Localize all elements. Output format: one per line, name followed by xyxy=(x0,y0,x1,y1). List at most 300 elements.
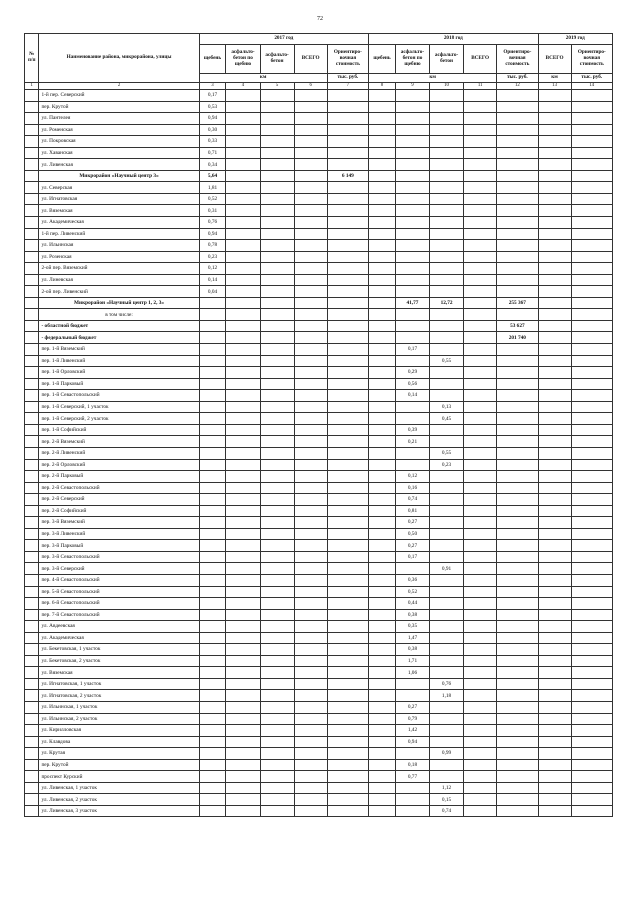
value-cell xyxy=(571,701,612,713)
value-cell xyxy=(226,90,260,102)
street-name-cell: пер. 3-й Северский xyxy=(39,563,199,575)
table-row xyxy=(25,332,613,344)
value-cell xyxy=(571,263,612,275)
value-cell xyxy=(571,344,612,356)
value-cell xyxy=(294,447,327,459)
value-cell xyxy=(25,217,39,229)
value-cell xyxy=(571,482,612,494)
value-cell xyxy=(260,621,294,633)
value-cell xyxy=(25,574,39,586)
value-cell xyxy=(327,517,368,529)
value-cell xyxy=(199,505,226,517)
value-cell xyxy=(260,309,294,321)
value-cell xyxy=(199,309,226,321)
value-cell xyxy=(369,124,396,136)
street-name-cell: ул. Розенская xyxy=(39,251,199,263)
value-cell xyxy=(327,678,368,690)
table-row xyxy=(25,355,613,367)
value-cell xyxy=(571,782,612,794)
value-cell xyxy=(497,690,538,702)
value-cell xyxy=(464,771,497,783)
value-cell xyxy=(25,771,39,783)
value-cell xyxy=(199,748,226,760)
value-cell: 53 627 xyxy=(497,320,538,332)
value-cell xyxy=(25,101,39,113)
value-cell xyxy=(497,159,538,171)
value-cell xyxy=(395,136,429,148)
table-row xyxy=(25,713,613,725)
value-cell xyxy=(571,748,612,760)
value-cell xyxy=(226,147,260,159)
value-cell xyxy=(497,598,538,610)
value-cell xyxy=(369,286,396,298)
value-cell xyxy=(464,563,497,575)
value-cell xyxy=(199,482,226,494)
value-cell xyxy=(226,228,260,240)
value-cell xyxy=(430,494,464,506)
value-cell: 0,74 xyxy=(430,805,464,817)
value-cell xyxy=(260,494,294,506)
value-cell xyxy=(430,170,464,182)
value-cell xyxy=(369,309,396,321)
value-cell xyxy=(538,759,571,771)
value-cell xyxy=(226,644,260,656)
table-row xyxy=(25,574,613,586)
value-cell xyxy=(395,782,429,794)
value-cell xyxy=(369,517,396,529)
value-cell xyxy=(464,586,497,598)
value-cell xyxy=(430,193,464,205)
value-cell xyxy=(327,690,368,702)
value-cell xyxy=(571,609,612,621)
col-header: щебень xyxy=(199,45,226,74)
value-cell xyxy=(226,782,260,794)
value-cell xyxy=(430,436,464,448)
value-cell xyxy=(327,644,368,656)
value-cell xyxy=(571,320,612,332)
value-cell xyxy=(369,574,396,586)
value-cell xyxy=(226,424,260,436)
value-cell xyxy=(571,274,612,286)
value-cell xyxy=(226,748,260,760)
value-cell xyxy=(226,170,260,182)
value-cell xyxy=(497,286,538,298)
value-cell xyxy=(260,782,294,794)
value-cell xyxy=(369,205,396,217)
value-cell xyxy=(226,690,260,702)
value-cell xyxy=(395,205,429,217)
column-number: 3 xyxy=(199,83,226,90)
value-cell xyxy=(369,251,396,263)
value-cell xyxy=(25,494,39,506)
value-cell xyxy=(369,170,396,182)
value-cell xyxy=(25,748,39,760)
value-cell xyxy=(327,182,368,194)
value-cell xyxy=(294,240,327,252)
value-cell xyxy=(464,494,497,506)
value-cell xyxy=(199,794,226,806)
value-cell xyxy=(294,309,327,321)
value-cell xyxy=(25,147,39,159)
value-cell xyxy=(497,782,538,794)
value-cell xyxy=(226,528,260,540)
value-cell xyxy=(430,725,464,737)
value-cell: 0,31 xyxy=(199,205,226,217)
street-name-cell: пер. 1-й Северский, 1 участок xyxy=(39,401,199,413)
value-cell xyxy=(395,805,429,817)
value-cell xyxy=(294,147,327,159)
value-cell xyxy=(497,517,538,529)
value-cell xyxy=(199,367,226,379)
value-cell xyxy=(226,598,260,610)
value-cell xyxy=(497,678,538,690)
col-header: Ориентиро-вочная стоимость xyxy=(571,45,612,74)
table-row xyxy=(25,424,613,436)
value-cell xyxy=(369,274,396,286)
value-cell: 1,71 xyxy=(395,655,429,667)
value-cell: 6 149 xyxy=(327,170,368,182)
value-cell xyxy=(497,228,538,240)
table-row xyxy=(25,471,613,483)
value-cell xyxy=(327,436,368,448)
value-cell xyxy=(25,424,39,436)
value-cell xyxy=(430,655,464,667)
value-cell xyxy=(226,251,260,263)
value-cell xyxy=(571,193,612,205)
value-cell xyxy=(430,632,464,644)
value-cell xyxy=(430,90,464,102)
value-cell xyxy=(497,701,538,713)
value-cell xyxy=(464,528,497,540)
value-cell xyxy=(294,655,327,667)
value-cell xyxy=(199,621,226,633)
value-cell: 0,71 xyxy=(199,147,226,159)
year-2018-header: 2018 год xyxy=(369,34,538,45)
value-cell xyxy=(571,759,612,771)
value-cell: 0,55 xyxy=(430,447,464,459)
value-cell xyxy=(464,228,497,240)
value-cell xyxy=(327,320,368,332)
value-cell xyxy=(464,632,497,644)
street-name-cell: ул. Северская xyxy=(39,182,199,194)
value-cell xyxy=(25,563,39,575)
value-cell xyxy=(327,297,368,309)
value-cell xyxy=(497,217,538,229)
value-cell xyxy=(327,482,368,494)
value-cell xyxy=(538,563,571,575)
value-cell: 0,52 xyxy=(395,586,429,598)
value-cell xyxy=(25,378,39,390)
value-cell: 0,23 xyxy=(199,251,226,263)
value-cell xyxy=(25,182,39,194)
value-cell xyxy=(571,644,612,656)
value-cell xyxy=(571,655,612,667)
value-cell xyxy=(25,401,39,413)
value-cell xyxy=(464,90,497,102)
value-cell xyxy=(464,309,497,321)
value-cell xyxy=(327,263,368,275)
value-cell xyxy=(369,136,396,148)
value-cell xyxy=(199,609,226,621)
value-cell xyxy=(497,586,538,598)
value-cell xyxy=(294,725,327,737)
value-cell xyxy=(226,193,260,205)
value-cell xyxy=(395,193,429,205)
value-cell xyxy=(226,771,260,783)
value-cell xyxy=(294,367,327,379)
column-number: 4 xyxy=(226,83,260,90)
value-cell: 0,39 xyxy=(395,424,429,436)
table-row xyxy=(25,482,613,494)
value-cell xyxy=(327,471,368,483)
value-cell xyxy=(497,794,538,806)
col-header: ВСЕГО xyxy=(538,45,571,74)
value-cell xyxy=(199,782,226,794)
value-cell xyxy=(226,505,260,517)
value-cell xyxy=(260,517,294,529)
table-row xyxy=(25,170,613,182)
value-cell xyxy=(538,436,571,448)
value-cell xyxy=(430,551,464,563)
value-cell xyxy=(226,517,260,529)
value-cell xyxy=(327,378,368,390)
value-cell xyxy=(327,598,368,610)
value-cell xyxy=(226,540,260,552)
value-cell xyxy=(464,621,497,633)
value-cell xyxy=(25,517,39,529)
value-cell xyxy=(464,240,497,252)
value-cell xyxy=(464,205,497,217)
table-row xyxy=(25,632,613,644)
value-cell xyxy=(260,748,294,760)
value-cell xyxy=(538,159,571,171)
value-cell xyxy=(327,528,368,540)
value-cell xyxy=(369,736,396,748)
value-cell xyxy=(369,228,396,240)
value-cell xyxy=(430,471,464,483)
value-cell xyxy=(294,551,327,563)
street-name-cell: пер. 4-й Севастопольский xyxy=(39,574,199,586)
value-cell xyxy=(571,447,612,459)
value-cell xyxy=(464,471,497,483)
value-cell xyxy=(464,101,497,113)
value-cell xyxy=(25,655,39,667)
street-name-cell: - областной бюджет xyxy=(39,320,199,332)
value-cell xyxy=(199,320,226,332)
value-cell xyxy=(25,551,39,563)
value-cell xyxy=(260,678,294,690)
value-cell xyxy=(199,771,226,783)
table-row xyxy=(25,113,613,125)
value-cell xyxy=(369,505,396,517)
value-cell xyxy=(226,286,260,298)
value-cell xyxy=(464,748,497,760)
value-cell xyxy=(294,609,327,621)
value-cell xyxy=(497,563,538,575)
street-name-cell: - федеральный бюджет xyxy=(39,332,199,344)
value-cell xyxy=(430,771,464,783)
value-cell xyxy=(369,344,396,356)
value-cell xyxy=(25,713,39,725)
value-cell: 0,91 xyxy=(430,563,464,575)
table-row xyxy=(25,690,613,702)
unit-rub: тыс. руб. xyxy=(327,74,368,83)
value-cell xyxy=(430,574,464,586)
value-cell xyxy=(199,644,226,656)
value-cell xyxy=(369,782,396,794)
street-name-cell: пер. 2-й Севастопольский xyxy=(39,482,199,494)
value-cell xyxy=(464,436,497,448)
value-cell xyxy=(260,667,294,679)
value-cell xyxy=(25,586,39,598)
value-cell xyxy=(395,286,429,298)
value-cell xyxy=(327,401,368,413)
value-cell xyxy=(369,447,396,459)
table-row xyxy=(25,517,613,529)
value-cell xyxy=(327,251,368,263)
value-cell xyxy=(260,101,294,113)
value-cell: 0,17 xyxy=(395,551,429,563)
value-cell xyxy=(25,90,39,102)
value-cell xyxy=(369,805,396,817)
value-cell: 0,76 xyxy=(430,678,464,690)
value-cell xyxy=(497,632,538,644)
value-cell xyxy=(571,355,612,367)
value-cell xyxy=(538,367,571,379)
value-cell xyxy=(571,367,612,379)
value-cell xyxy=(395,413,429,425)
value-cell xyxy=(538,205,571,217)
value-cell xyxy=(199,424,226,436)
value-cell xyxy=(294,805,327,817)
value-cell xyxy=(260,459,294,471)
value-cell xyxy=(571,228,612,240)
value-cell xyxy=(538,193,571,205)
value-cell xyxy=(260,805,294,817)
value-cell xyxy=(226,274,260,286)
value-cell xyxy=(226,759,260,771)
value-cell xyxy=(294,736,327,748)
value-cell xyxy=(571,771,612,783)
value-cell: 0,12 xyxy=(395,471,429,483)
value-cell: 0,14 xyxy=(199,274,226,286)
value-cell xyxy=(430,344,464,356)
value-cell: 0,77 xyxy=(395,771,429,783)
value-cell xyxy=(464,598,497,610)
street-name-cell: ул. Ильинская, 2 участок xyxy=(39,713,199,725)
table-row xyxy=(25,655,613,667)
value-cell xyxy=(25,309,39,321)
value-cell xyxy=(497,655,538,667)
value-cell xyxy=(464,759,497,771)
value-cell xyxy=(571,217,612,229)
value-cell xyxy=(199,563,226,575)
value-cell xyxy=(571,332,612,344)
value-cell xyxy=(294,90,327,102)
value-cell xyxy=(464,655,497,667)
value-cell xyxy=(430,390,464,402)
value-cell xyxy=(260,355,294,367)
value-cell xyxy=(395,147,429,159)
value-cell xyxy=(430,667,464,679)
value-cell xyxy=(571,805,612,817)
value-cell xyxy=(226,378,260,390)
value-cell xyxy=(571,113,612,125)
value-cell xyxy=(327,782,368,794)
value-cell xyxy=(538,678,571,690)
table-row xyxy=(25,528,613,540)
value-cell xyxy=(369,678,396,690)
column-number: 6 xyxy=(294,83,327,90)
value-cell xyxy=(327,725,368,737)
value-cell xyxy=(571,725,612,737)
table-row xyxy=(25,378,613,390)
value-cell xyxy=(294,517,327,529)
value-cell xyxy=(538,713,571,725)
value-cell xyxy=(464,505,497,517)
value-cell xyxy=(260,378,294,390)
value-cell xyxy=(369,436,396,448)
value-cell xyxy=(464,459,497,471)
value-cell: 0,38 xyxy=(395,644,429,656)
value-cell xyxy=(538,482,571,494)
value-cell xyxy=(369,159,396,171)
value-cell xyxy=(430,309,464,321)
value-cell xyxy=(538,424,571,436)
col-header: асфальто-бетон xyxy=(430,45,464,74)
value-cell xyxy=(199,355,226,367)
value-cell xyxy=(294,217,327,229)
street-name-cell: 2-ой пер. Вяземский xyxy=(39,263,199,275)
table-row xyxy=(25,159,613,171)
value-cell xyxy=(571,540,612,552)
value-cell xyxy=(571,713,612,725)
value-cell xyxy=(294,228,327,240)
value-cell xyxy=(294,586,327,598)
value-cell xyxy=(327,228,368,240)
col-no-header: № п/п xyxy=(25,34,39,83)
value-cell xyxy=(497,528,538,540)
value-cell xyxy=(294,632,327,644)
page-number: 72 xyxy=(317,16,323,22)
value-cell xyxy=(497,621,538,633)
value-cell xyxy=(497,90,538,102)
value-cell xyxy=(25,736,39,748)
street-name-cell: пер. 1-й Парковый xyxy=(39,378,199,390)
value-cell: 0,44 xyxy=(395,598,429,610)
value-cell xyxy=(327,390,368,402)
street-name-cell: ул. Вяземская xyxy=(39,205,199,217)
table-row xyxy=(25,494,613,506)
value-cell xyxy=(327,286,368,298)
value-cell: 0,29 xyxy=(395,367,429,379)
value-cell xyxy=(430,736,464,748)
value-cell xyxy=(25,540,39,552)
table-row xyxy=(25,217,613,229)
value-cell xyxy=(571,459,612,471)
value-cell xyxy=(538,355,571,367)
value-cell xyxy=(327,344,368,356)
value-cell: 0,27 xyxy=(395,517,429,529)
value-cell xyxy=(430,274,464,286)
value-cell xyxy=(395,240,429,252)
table-row xyxy=(25,101,613,113)
value-cell xyxy=(226,736,260,748)
value-cell xyxy=(430,505,464,517)
value-cell xyxy=(327,240,368,252)
value-cell xyxy=(199,297,226,309)
value-cell xyxy=(260,644,294,656)
